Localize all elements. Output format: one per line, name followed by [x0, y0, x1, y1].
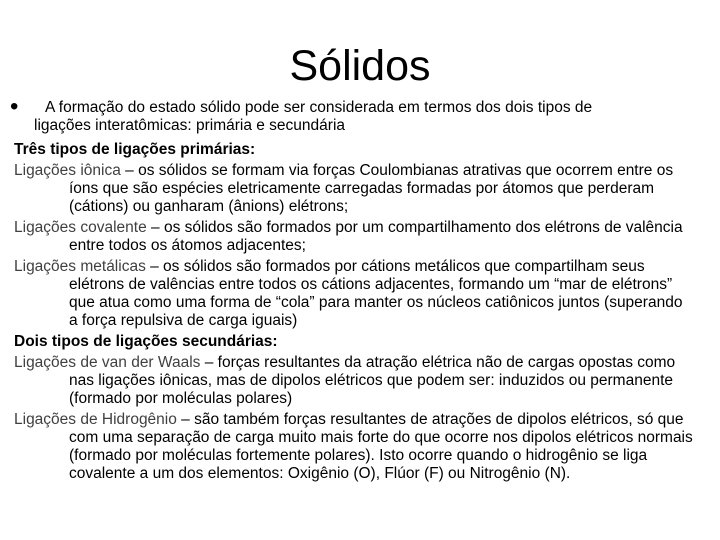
intro-bullet [10, 93, 684, 135]
primary-bond-covalent [14, 219, 694, 255]
slide-title: Sólidos [289, 42, 431, 90]
bond-term: Ligações de Hidrogênio [14, 411, 177, 428]
bond-description: – os sólidos são formados por cátions metálicos que compartilham seus elétrons de valências entre todos os cátions adjacentes, formando um “mar de elétrons” que atua como uma forma de “cola” para manter os núcleos catiônicos juntos (superando a força repulsiva de carga iguais) [69, 258, 683, 329]
bond-term: Ligações metálicas [14, 258, 146, 275]
intro-line-1: A formação do estado sólido pode ser considerada em termos dos dois tipos de [45, 99, 593, 116]
slide-body [14, 141, 694, 486]
intro-line-2: ligações interatômicas: primária e secundária [34, 117, 346, 134]
secondary-bond-van-der-waals [14, 354, 694, 408]
bond-term: Ligações de van der Waals [14, 354, 201, 371]
secondary-bond-hydrogen [14, 411, 694, 483]
bond-description: – os sólidos são formados por um compartilhamento dos elétrons de valência entre todos os átomos adjacentes; [69, 219, 683, 254]
bond-term: Ligações covalente [14, 219, 147, 236]
primary-bond-ionic [14, 162, 694, 216]
primary-bond-metallic [14, 258, 694, 330]
bond-description: – forças resultantes da atração elétrica não de cargas opostas como nas ligações iônicas, mas de dipolos elétricos que podem ser: induzidos ou permanente (formado por moléculas polares) [69, 354, 676, 407]
bond-term: Ligações iônica [14, 162, 121, 179]
primary-bonds-heading: Três tipos de ligações primárias: [14, 141, 256, 158]
bond-description: – são também forças resultantes de atrações de dipolos elétricos, só que com uma separação de carga muito mais forte do que ocorre nos dipolos elétricos normais (formado por moléculas fortemente polares). Isto ocorre quando o hidrogênio se liga covalente a um dos elementos: Oxigênio (O), Flúor (F) ou Nitrogênio (N). [69, 411, 693, 482]
bond-description: – os sólidos se formam via forças Coulombianas atrativas que ocorrem entre os íons que são espécies eletricamente carregadas formadas por átomos que perderam (cátions) ou ganharam (ânions) elétrons; [69, 162, 674, 215]
secondary-bonds-heading: Dois tipos de ligações secundárias: [14, 333, 278, 350]
bullet-dot-icon: • [10, 93, 19, 120]
